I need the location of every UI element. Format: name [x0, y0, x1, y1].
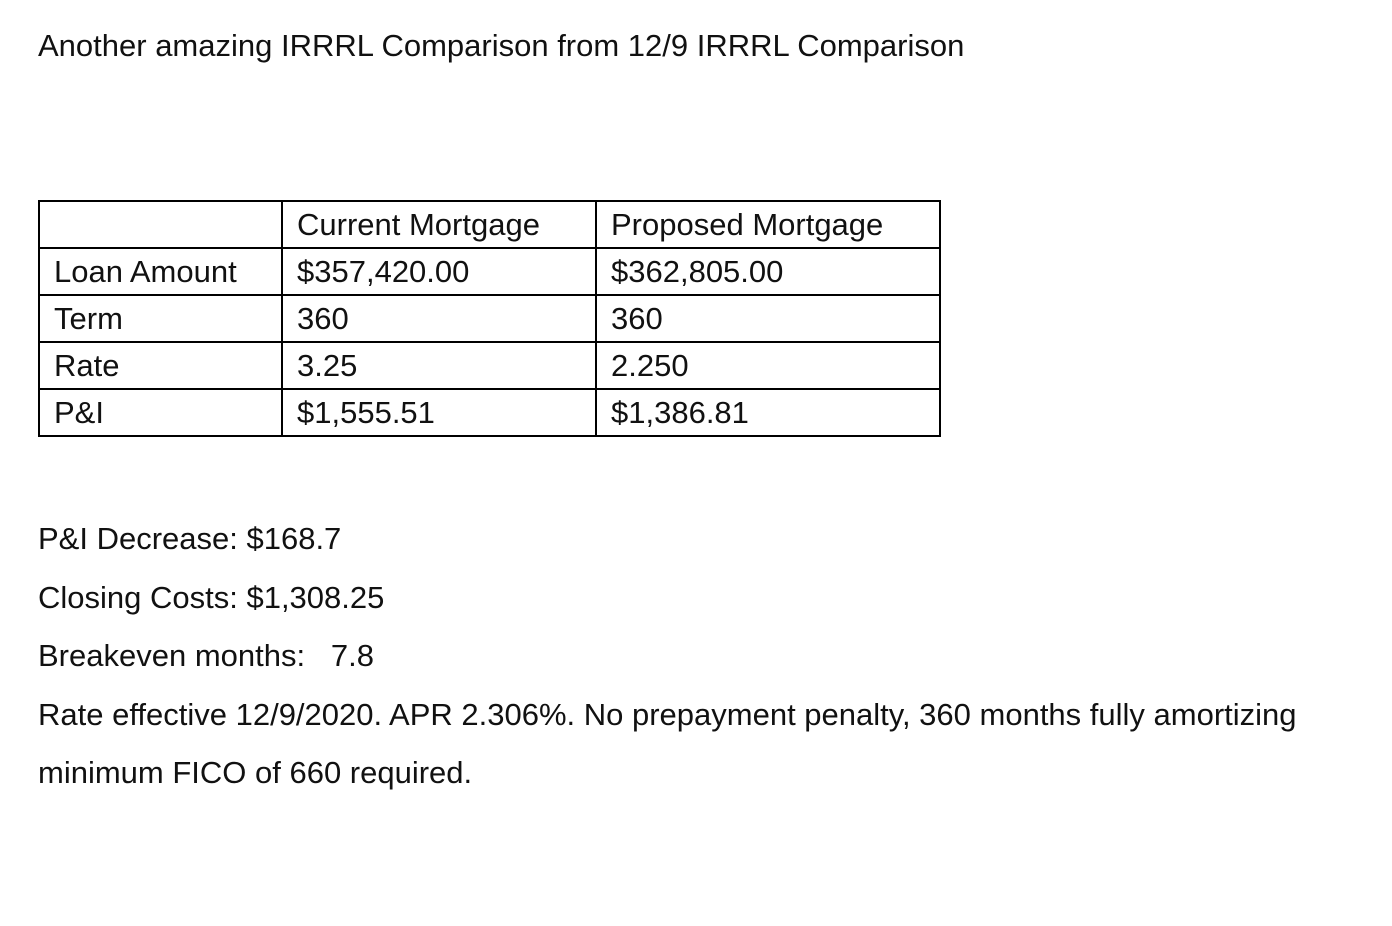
cell-current-term: 360	[282, 295, 596, 342]
cell-current-pi: $1,555.51	[282, 389, 596, 436]
header-cell-empty	[39, 201, 282, 248]
document-title: Another amazing IRRRL Comparison from 12/9 IRRRL Comparison	[38, 28, 965, 63]
cell-current-rate: 3.25	[282, 342, 596, 389]
cell-proposed-loan-amount: $362,805.00	[596, 248, 940, 295]
header-proposed-mortgage: Proposed Mortgage	[596, 201, 940, 248]
cell-proposed-term: 360	[596, 295, 940, 342]
table-header-row	[39, 201, 940, 248]
header-current-mortgage: Current Mortgage	[282, 201, 596, 248]
summary-notes	[38, 510, 1368, 803]
row-label-pi: P&I	[39, 389, 282, 436]
row-label-loan-amount: Loan Amount	[39, 248, 282, 295]
table-row	[39, 295, 940, 342]
table-row	[39, 248, 940, 295]
table-row	[39, 342, 940, 389]
breakeven-text: Breakeven months: 7.8	[38, 638, 375, 673]
table-row	[39, 389, 940, 436]
pi-decrease-text: P&I Decrease: $168.7	[38, 521, 342, 556]
row-label-term: Term	[39, 295, 282, 342]
cell-current-loan-amount: $357,420.00	[282, 248, 596, 295]
cell-proposed-rate: 2.250	[596, 342, 940, 389]
rate-effective-text: Rate effective 12/9/2020. APR 2.306%. No prepayment penalty, 360 months fully amortizing minimum FICO of 660 required.	[38, 696, 1297, 790]
row-label-rate: Rate	[39, 342, 282, 389]
cell-proposed-pi: $1,386.81	[596, 389, 940, 436]
comparison-table	[38, 200, 941, 437]
closing-costs-text: Closing Costs: $1,308.25	[38, 579, 385, 615]
